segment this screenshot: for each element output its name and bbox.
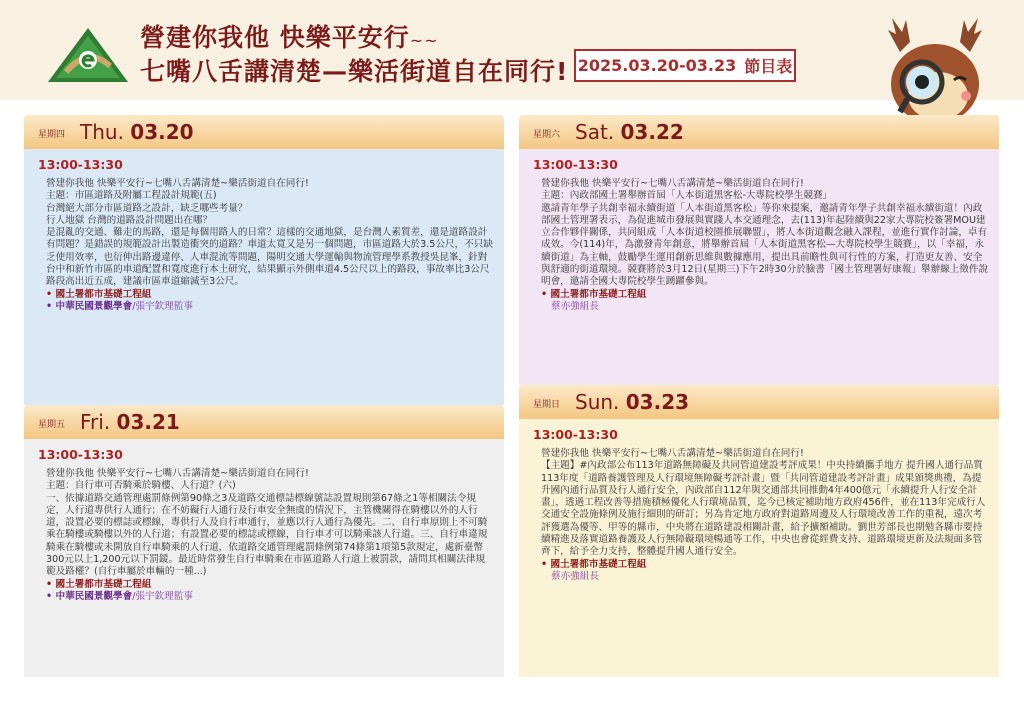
- day-header: [24, 405, 504, 439]
- day-header: [519, 115, 999, 149]
- organizer: • 國土署都市基礎工程組: [38, 579, 494, 591]
- program-line: 行人地獄 台灣的道路設計問題出在哪？: [46, 214, 213, 226]
- weekday-label: 星期六: [533, 130, 561, 140]
- program-line: 營建你我他 快樂平安行~七嘴八舌講清楚~樂活街道自在同行!: [541, 448, 804, 459]
- date-range-badge: [574, 49, 796, 82]
- day-header: [519, 385, 999, 419]
- guest-organization: • 中華民國景觀學會/張宇欽理監事: [38, 301, 494, 313]
- page-title-line1: 營建你我他 快樂平安行~~: [140, 23, 439, 52]
- day-date: Thu. 03.20: [80, 120, 194, 144]
- program-description: 113年度「道路養護管理及人行環境無障礙考評計畫」暨「共同管道建設考評計畫」成果頒獎典禮，為提升國內通行品質及行人通行安全，內政部自112年與交通部共同推動4年400億元「永續提升人行安全計畫」，透過工程改善等措施積極優化人行環境品質，迄今已核定補助地方政府456件，並在113年完成行人交通安全設施條例及施行細則的研訂；另為肯定地方政府對道路周邊及人行環境改善工作的重視，遠次考評獲選為優等、甲等的縣市，中央將在道路建設相關計畫，給予擴額補助。劉世芳部長也期勉各縣市要持續精進及落實道路養護及人行無障礙環境暢通等工作，中央也會從經費支持、道路環境更新及法規面多管齊下，給予全力支持，整體提升國人通行安全。: [541, 472, 986, 558]
- program-description: 一、依據道路交通管理處罰條例第90條之3及道路交通標誌標線號誌設置規則第67條之1等相關法令規定，人行道專供行人通行；在不妨礙行人通行及行車安全無虞的情況下，主管機關得在騎樓以外的人行道，設置必要的標誌或標線，專供行人及自行車通行，並應以行人通行為優先。二、自行車原則上不可騎乘在騎樓或騎樓以外的人行道；有設置必要的標誌或標線，自行車才可以騎乘該人行道。三、自行車違規騎乘在騎樓或未開放自行車騎乘的人行道，依道路交通管理處罰條例第74條第1項第5款規定，處新臺幣300元以上1,200元以下罰鍰。最近時常發生自行車騎乘在市區道路人行道上被罰款，請問其相關法律規範及路權？(自行車屬於車輛的一種...): [46, 492, 488, 578]
- weekday-label: 星期日: [533, 400, 561, 410]
- organizer: • 國土署都市基礎工程組: [533, 289, 989, 301]
- page-title-line2: 七嘴八舌講清楚—樂活街道自在同行!: [140, 57, 569, 86]
- program-body: [519, 419, 999, 677]
- program-line: 台灣絕大部分市區道路之設計，缺乏哪些考量？: [46, 202, 248, 214]
- program-card-sat: [519, 115, 999, 385]
- program-card-thu: [24, 115, 504, 405]
- program-line: 營建你我他 快樂平安行~七嘴八舌講清楚~樂活街道自在同行!: [46, 468, 309, 479]
- weekday-label: 星期四: [38, 130, 66, 140]
- day-date: Fri. 03.21: [80, 410, 180, 434]
- program-topic: 主題：自行車可否騎乘於騎樓、人行道？(六): [46, 480, 236, 492]
- time-slot: 13:00-13:30: [533, 427, 618, 442]
- program-card-fri: [24, 405, 504, 677]
- day-header: [24, 115, 504, 149]
- program-body: [24, 439, 504, 677]
- date-range: 2025.03.20-03.23: [577, 56, 737, 75]
- day-date: Sun. 03.23: [575, 390, 690, 414]
- program-topic: 主題：市區道路及附屬工程設計規範(五): [46, 190, 217, 202]
- program-description: 是混亂的交通、難走的馬路，還是每個用路人的日常？這樣的交通地獄，是台灣人素質差，還是道路設計有問題？是錯誤的規範設計出製造衝突的道路？車道太寬又是另一個問題，市區道路大於3.5公尺，不只缺乏使用效率，也衍伸出路邊違停、人車混流等問題，陽明交通大學運輸與物流管理學系教授吳昆峯，針對台中和新竹市區的車道配置和寬度進行本土研究，結果顯示外側車道4.5公尺以上的路段，事故率比3公尺路段高出近五成，建議市區車道縮減至3公尺。: [46, 227, 493, 288]
- guest-person: 蔡亦強組長: [551, 300, 599, 312]
- program-line: 營建你我他 快樂平安行~七嘴八舌講清楚~樂活街道自在同行!: [46, 178, 309, 189]
- program-body: [24, 149, 504, 405]
- program-card-sun: [519, 385, 999, 677]
- day-date: Sat. 03.22: [575, 120, 684, 144]
- weekday-label: 星期五: [38, 420, 66, 430]
- program-topic: 【主題】#內政部公布113年道路無障礙及共同管道建設考評成果！中央持續攜手地方 提升國人通行品質: [541, 460, 983, 472]
- schedule-label: 節目表: [744, 57, 793, 76]
- program-topic: 主題：內政部國土署舉辦首屆「人本街道黑客松-大專院校學生競賽」: [541, 190, 833, 202]
- program-body: [519, 149, 999, 385]
- program-description: 邀請青年學子共創幸福永續街道「人本街道黑客松」等你來提案，邀請青年學子共創幸福永續街道！內政部國土管理署表示，為促進城市發展與實踐人本交通理念，去(113)年起陸續與22家大專院校簽署MOU建立合作夥伴關係，共同組成「人本街道校園推展聯盟」，將人本街道觀念融入課程，並進行實作討論，卓有成效。今(114)年，為激發青年創意，將舉辦首屆「人本街道黑客松—大專院校學生競賽」，以「幸福，永續街道」為主軸，鼓勵學生運用創新思維與數據應用，提出具前瞻性與可行性的方案，打造更友善、安全與舒適的街道環境。競賽將於3月12日(星期三)下午2時30分於臉書「國土管理署好康報」舉辦線上徵件說明會，邀請全國大專院校學生踴躍參與。: [541, 202, 989, 288]
- guest-person: 蔡亦強組長: [551, 570, 599, 582]
- guest-organization: • 中華民國景觀學會/張宇欽理監事: [38, 591, 494, 603]
- logo-icon: [46, 26, 130, 84]
- program-line: 營建你我他 快樂平安行~七嘴八舌講清楚~樂活街道自在同行!: [541, 178, 804, 189]
- time-slot: 13:00-13:30: [38, 157, 123, 172]
- time-slot: 13:00-13:30: [38, 447, 123, 462]
- time-slot: 13:00-13:30: [533, 157, 618, 172]
- organizer: • 國土署都市基礎工程組: [533, 559, 989, 571]
- organizer: • 國土署都市基礎工程組: [38, 289, 494, 301]
